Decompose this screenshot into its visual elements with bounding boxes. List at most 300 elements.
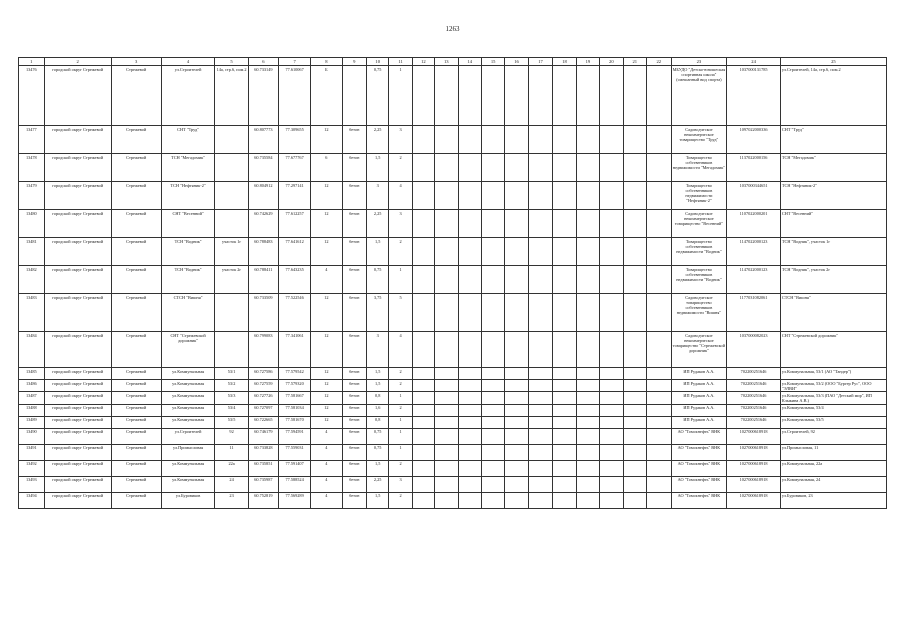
cell-area: бетон [342,428,367,444]
cell-empty [646,66,671,126]
cell-empty [528,460,553,476]
cell-house [215,294,248,332]
cell-empty [646,182,671,210]
cell-empty [553,392,576,404]
cell-empty [412,444,434,460]
cell-empty [505,332,528,368]
cell-street: ТСН "Мегадомик" [161,154,215,182]
cell-settlement: Стрежевой [111,476,161,492]
cell-id: 13476 [19,66,45,126]
cell-address: ул.Коммунальная, 53/3 (ПАО "Детский мир", ИП Клыкина А.В.) [780,392,886,404]
cell-street: ул.Строителей [161,66,215,126]
cell-settlement: Стрежевой [111,492,161,508]
cell-id: 13479 [19,182,45,210]
cell-district: городской округ Стрежевой [44,66,111,126]
cell-count: 1 [389,266,412,294]
cell-volume: 1,5 [367,368,389,380]
column-number: 24 [727,58,781,66]
cell-area [342,66,367,126]
cell-empty [435,380,458,392]
cell-area: бетон [342,492,367,508]
cell-lon: 77.559031 [278,444,310,460]
cell-empty [435,154,458,182]
cell-empty [646,380,671,392]
cell-empty [481,444,504,460]
cell-empty [458,294,481,332]
column-number: 5 [215,58,248,66]
cell-house: 53/1 [215,368,248,380]
cell-lat: 60.733149 [248,66,278,126]
cell-district: городской округ Стрежевой [44,126,111,154]
cell-address: ул.Строителей, 92 [780,428,886,444]
cell-street: СНТ "Стрежевской дорожник" [161,332,215,368]
cell-empty [505,380,528,392]
cell-empty [458,182,481,210]
cell-empty [412,404,434,416]
cell-district: городской округ Стрежевой [44,492,111,508]
cell-id: 13485 [19,368,45,380]
cell-empty [481,460,504,476]
cell-empty [412,460,434,476]
cell-count: 2 [389,368,412,380]
cell-empty [435,210,458,238]
cell-cover: 12 [311,238,342,266]
cell-count: 4 [389,182,412,210]
cell-ogrn: 1037000344651 [727,182,781,210]
cell-empty [458,392,481,404]
cell-empty [412,182,434,210]
cell-volume: 1,5 [367,238,389,266]
cell-id: 13478 [19,154,45,182]
cell-address: ул.Коммунальная, 53/4 [780,404,886,416]
cell-cover: 4 [311,476,342,492]
cell-empty [528,380,553,392]
cell-empty [412,492,434,508]
cell-cover: 6 [311,154,342,182]
cell-volume: 3 [367,182,389,210]
cell-area: бетон [342,154,367,182]
cell-empty [553,210,576,238]
cell-cover: 12 [311,294,342,332]
cell-empty [528,476,553,492]
cell-empty [623,460,646,476]
cell-empty [623,404,646,416]
cell-owner: Садоводческое товарищество собственников недвижимости "Вишня" [671,294,727,332]
cell-district: городской округ Стрежевой [44,294,111,332]
cell-empty [646,428,671,444]
cell-area: бетон [342,126,367,154]
column-number: 12 [412,58,434,66]
cell-id: 13489 [19,416,45,428]
table-row [19,404,887,416]
cell-address: СНТ "Труд" [780,126,886,154]
cell-empty [646,392,671,404]
cell-owner: Садоводческое некоммерческое товарищество "Труд" [671,126,727,154]
cell-empty [600,126,623,154]
cell-empty [576,476,599,492]
cell-empty [435,294,458,332]
cell-owner: АО "Томскнефть" ВНК [671,476,727,492]
cell-cover: 4 [311,460,342,476]
cell-district: городской округ Стрежевой [44,416,111,428]
cell-count: 5 [389,294,412,332]
cell-count: 3 [389,476,412,492]
cell-lon: 77.610067 [278,66,310,126]
cell-street: СТСН "Вишня" [161,294,215,332]
cell-lat: 60.735584 [248,154,278,182]
cell-empty [553,182,576,210]
cell-empty [458,428,481,444]
cell-empty [481,404,504,416]
cell-empty [505,154,528,182]
table-row [19,182,887,210]
cell-empty [458,416,481,428]
cell-ogrn: 702200251646 [727,404,781,416]
cell-district: городской округ Стрежевой [44,182,111,210]
cell-street: ТСН "Нефтяник-2" [161,182,215,210]
cell-cover: 4 [311,428,342,444]
cell-ogrn: 1027000618918 [727,444,781,460]
cell-lat: 60.727559 [248,380,278,392]
cell-owner: Товарищество собственников недвижимости "Водник" [671,266,727,294]
cell-empty [435,444,458,460]
cell-id: 13477 [19,126,45,154]
cell-empty [412,428,434,444]
cell-empty [553,294,576,332]
cell-cover: 12 [311,210,342,238]
table-row [19,332,887,368]
cell-house: 53/2 [215,380,248,392]
cell-district: городской округ Стрежевой [44,380,111,392]
cell-district: городской округ Стрежевой [44,460,111,476]
cell-empty [481,66,504,126]
cell-empty [553,404,576,416]
cell-empty [576,294,599,332]
cell-lat: 60.727586 [248,368,278,380]
cell-empty [435,416,458,428]
cell-empty [623,154,646,182]
cell-lat: 60.807773 [248,126,278,154]
cell-empty [412,210,434,238]
cell-empty [576,404,599,416]
table-row [19,460,887,476]
cell-empty [435,392,458,404]
cell-lon: 77.677767 [278,154,310,182]
cell-empty [576,368,599,380]
cell-settlement: Стрежевой [111,182,161,210]
cell-empty [481,476,504,492]
cell-empty [600,210,623,238]
column-number: 6 [248,58,278,66]
cell-empty [646,332,671,368]
cell-cover: 12 [311,392,342,404]
cell-house: 14а, стр.6, пом.2 [215,66,248,126]
cell-empty [528,66,553,126]
cell-empty [505,182,528,210]
cell-volume: 3 [367,332,389,368]
cell-street: ул.Коммунальная [161,392,215,404]
cell-empty [435,126,458,154]
cell-empty [623,266,646,294]
cell-empty [623,380,646,392]
cell-ogrn: 702200251646 [727,380,781,392]
cell-lat: 60.722665 [248,416,278,428]
cell-district: городской округ Стрежевой [44,476,111,492]
cell-settlement: Стрежевой [111,210,161,238]
cell-empty [553,492,576,508]
cell-owner: ИП Рудаков А.А. [671,416,727,428]
cell-empty [600,66,623,126]
cell-empty [528,392,553,404]
cell-empty [553,444,576,460]
cell-count: 2 [389,238,412,266]
cell-owner: Садоводческое некоммерческое товарищество "Стрежевской дорожник" [671,332,727,368]
cell-empty [528,332,553,368]
table-row [19,428,887,444]
cell-settlement: Стрежевой [111,380,161,392]
cell-empty [528,238,553,266]
cell-empty [623,444,646,460]
cell-id: 13480 [19,210,45,238]
column-number: 1 [19,58,45,66]
cell-address: ул.Буровиков, 23 [780,492,886,508]
cell-house [215,332,248,368]
cell-ogrn: 1027000618918 [727,428,781,444]
cell-district: городской округ Стрежевой [44,368,111,380]
cell-cover: 4 [311,444,342,460]
cell-empty [505,492,528,508]
cell-id: 13483 [19,294,45,332]
cell-lon: 77.643235 [278,266,310,294]
cell-empty [505,404,528,416]
cell-ogrn: 1027000618918 [727,476,781,492]
cell-house: 11 [215,444,248,460]
cell-lon: 77.579320 [278,380,310,392]
cell-empty [576,66,599,126]
cell-area: бетон [342,380,367,392]
cell-empty [553,154,576,182]
cell-empty [553,66,576,126]
cell-area: бетон [342,476,367,492]
cell-empty [528,428,553,444]
cell-empty [576,154,599,182]
table-row [19,294,887,332]
cell-owner: АО "Томскнефть" ВНК [671,428,727,444]
cell-lon: 77.309655 [278,126,310,154]
cell-empty [600,428,623,444]
column-number: 16 [505,58,528,66]
cell-lat: 60.733509 [248,294,278,332]
cell-id: 13486 [19,380,45,392]
table-row [19,476,887,492]
column-number: 13 [435,58,458,66]
cell-empty [458,266,481,294]
cell-street: СНТ "Весенний" [161,210,215,238]
cell-empty [528,492,553,508]
cell-address: ТСН "Водник", участок 2г [780,266,886,294]
cell-empty [576,332,599,368]
cell-cover: 12 [311,368,342,380]
cell-empty [505,294,528,332]
cell-district: городской округ Стрежевой [44,210,111,238]
cell-ogrn: 1147022000123 [727,266,781,294]
cell-empty [576,380,599,392]
cell-empty [505,126,528,154]
cell-empty [528,294,553,332]
cell-volume: 0,75 [367,444,389,460]
cell-address: ТСН "Нефтяник-2" [780,182,886,210]
cell-empty [458,66,481,126]
cell-empty [600,238,623,266]
cell-house: 92 [215,428,248,444]
cell-empty [481,238,504,266]
cell-lat: 60.788483 [248,238,278,266]
cell-address: ул.Коммунальная, 53/5 [780,416,886,428]
cell-owner: АО "Томскнефть" ВНК [671,444,727,460]
cell-empty [623,126,646,154]
cell-empty [435,66,458,126]
column-number: 8 [311,58,342,66]
cell-empty [528,126,553,154]
cell-volume: 0,75 [367,266,389,294]
column-number: 14 [458,58,481,66]
cell-settlement: Стрежевой [111,294,161,332]
cell-empty [505,392,528,404]
cell-owner: АО "Томскнефть" ВНК [671,460,727,476]
cell-street: ТСН "Водник" [161,238,215,266]
cell-empty [481,182,504,210]
cell-ogrn: 1177031082061 [727,294,781,332]
cell-count: 1 [389,416,412,428]
cell-empty [576,182,599,210]
cell-volume: 3,75 [367,294,389,332]
cell-empty [600,368,623,380]
cell-empty [528,416,553,428]
cell-lat: 60.733828 [248,444,278,460]
cell-settlement: Стрежевой [111,368,161,380]
cell-empty [623,416,646,428]
cell-lat: 60.804912 [248,182,278,210]
cell-street: ул.Коммунальная [161,460,215,476]
cell-empty [553,126,576,154]
cell-count: 2 [389,404,412,416]
cell-area: бетон [342,332,367,368]
cell-empty [458,210,481,238]
column-number: 22 [646,58,671,66]
cell-empty [412,380,434,392]
cell-id: 13491 [19,444,45,460]
cell-count: 1 [389,428,412,444]
cell-empty [528,210,553,238]
cell-empty [505,460,528,476]
cell-district: городской округ Стрежевой [44,266,111,294]
cell-empty [505,428,528,444]
column-number: 20 [600,58,623,66]
cell-ogrn: 1097022000336 [727,126,781,154]
cell-owner: Садоводческое некоммерческое товарищество "Весенний" [671,210,727,238]
cell-area: бетон [342,444,367,460]
table-row [19,210,887,238]
cell-count: 2 [389,492,412,508]
cell-empty [505,416,528,428]
cell-empty [412,332,434,368]
cell-id: 13482 [19,266,45,294]
cell-id: 13492 [19,460,45,476]
cell-address: СНТ "Весенний" [780,210,886,238]
cell-district: городской округ Стрежевой [44,404,111,416]
cell-cover: 12 [311,380,342,392]
page-number: 1263 [445,25,460,33]
cell-empty [505,444,528,460]
cell-empty [553,476,576,492]
cell-empty [623,492,646,508]
cell-empty [623,476,646,492]
cell-ogrn: 1147022000123 [727,238,781,266]
cell-area: бетон [342,404,367,416]
cell-settlement: Стрежевой [111,404,161,416]
cell-empty [600,294,623,332]
cell-district: городской округ Стрежевой [44,154,111,182]
cell-empty [646,266,671,294]
cell-empty [435,492,458,508]
cell-owner: ИП Рудаков А.А. [671,368,727,380]
cell-volume: 2,25 [367,210,389,238]
cell-street: ул.Коммунальная [161,380,215,392]
cell-empty [646,210,671,238]
table-row [19,368,887,380]
cell-lat: 60.727097 [248,404,278,416]
cell-empty [412,266,434,294]
cell-address: СТСН "Вишня" [780,294,886,332]
cell-count: 1 [389,392,412,404]
table-row [19,392,887,404]
cell-empty [481,210,504,238]
cell-empty [646,154,671,182]
container-sites-table [18,57,887,509]
cell-empty [435,182,458,210]
cell-empty [646,404,671,416]
cell-lon: 77.522546 [278,294,310,332]
cell-district: городской округ Стрежевой [44,444,111,460]
cell-empty [553,460,576,476]
cell-empty [458,444,481,460]
cell-street: ул.Буровиков [161,492,215,508]
cell-empty [458,126,481,154]
cell-empty [623,182,646,210]
cell-ogrn: 1137022000156 [727,154,781,182]
cell-address: ТСН "Мегадомик" [780,154,886,182]
cell-settlement: Стрежевой [111,332,161,368]
cell-house: участок 2г [215,266,248,294]
cell-id: 13487 [19,392,45,404]
cell-volume: 1,5 [367,492,389,508]
cell-empty [435,460,458,476]
cell-empty [505,368,528,380]
cell-empty [553,380,576,392]
cell-empty [458,380,481,392]
table-row [19,238,887,266]
cell-lat: 60.788411 [248,266,278,294]
cell-id: 13493 [19,476,45,492]
cell-empty [458,238,481,266]
cell-empty [600,182,623,210]
cell-empty [528,404,553,416]
cell-lon: 77.341061 [278,332,310,368]
cell-address: СНТ "Стрежевской дорожник" [780,332,886,368]
cell-owner: ИП Рудаков А.А. [671,392,727,404]
cell-empty [481,492,504,508]
cell-cover: Б [311,66,342,126]
